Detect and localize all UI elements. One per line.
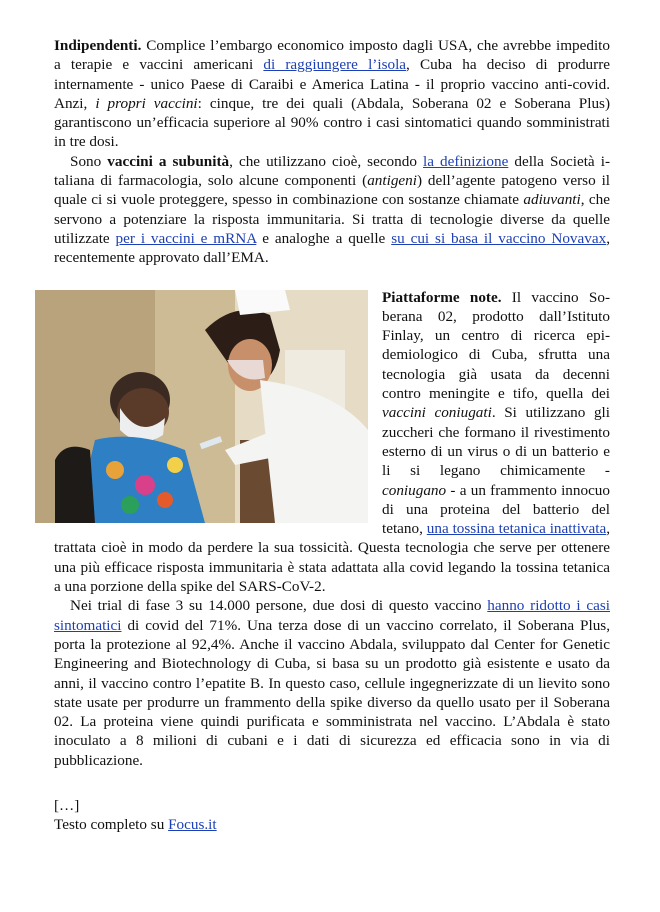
paragraph-trials <box>54 596 610 770</box>
ellipsis: […] <box>54 796 80 814</box>
emphasis: coniugano <box>382 481 447 499</box>
text: di covid del 71%. Una terza dose di un vaccino correlato, il Soberana Plus, porta la protezione al 92,4%. Anche il vaccino Abdala, sviluppato dal Center for Genetic Engineering and Biotechnology di Cuba, si basa su un prodotto già esistente e usato da anni, il vaccino contro l’epatite B. In questo caso, cellule ingegnerizzate di un lievito sono state usate per produrre un frammento della spike diverso da quello usato per il Soberana 02. La proteina viene quindi purificata e somministrata nel vaccino. L’Abdala è stato inoculato a 8 milioni di cubani e i dati di sicurezza ed efficacia sono in via di pubblicazione. <box>54 616 610 769</box>
text: Il vaccino Soberana 02, prodotto dall’Istituto Finlay, un centro di ricerca epidemiologico di Cuba, sfrutta una tecnologia già usata da decenni contro meningite e tifo, quella dei <box>382 288 610 403</box>
link-definizione[interactable]: la definizione <box>423 152 509 170</box>
text: della Società italiana di farmacologia, solo alcune componenti ( <box>54 152 610 190</box>
link-raggiungere-isola[interactable]: di raggiungere l’isola <box>263 56 407 74</box>
text: - a un frammento innocuo di una proteina del batterio del tetano, <box>382 481 610 538</box>
text: e analoghe a quelle <box>256 229 392 247</box>
text: Nei trial di fase 3 su 14.000 persone, due dosi di questo vaccino <box>70 597 488 615</box>
link-vaccini-mrna[interactable]: per i vaccini e mRNA <box>115 229 257 247</box>
spacer <box>54 268 610 288</box>
link-novavax[interactable]: su cui si basa il vaccino Novavax <box>391 229 607 247</box>
text: , che servono a potenziare la risposta immunitaria. Si tratta di tecnologie diverse da quelle utilizzate <box>54 191 610 247</box>
article-body <box>54 36 610 835</box>
text: Sono <box>70 152 108 170</box>
text: , che utilizzano cioè, secondo <box>229 152 423 170</box>
text: , recentemente approvato dall’EMA. <box>54 229 610 267</box>
text: ) dell’agente patogeno verso il quale ci si vuole proteggere, spesso in combinazione con sostanze chiamate <box>54 172 611 209</box>
text: Complice l’embargo economico imposto dagli USA, che avrebbe impedito a terapie e vaccini americani <box>54 37 610 74</box>
paragraph-independent <box>54 36 610 152</box>
link-casi-sintomatici[interactable]: hanno ridotto i casi sintomatici <box>54 597 610 634</box>
emphasis: vaccini coniugati <box>382 404 492 422</box>
emphasis: adiuvanti <box>523 191 581 209</box>
footer <box>54 796 610 835</box>
text: : cinque, tre dei quali (Abdala, Soberana 02 e Soberana Plus) garantiscono un’efficacia superiore al 90% contro i casi sintomatici quando somministrati in tre dosi. <box>54 94 611 151</box>
text: , Cuba ha deciso di produrre internamente - unico Paese di Caraibi e America Latina - il proprio vaccino anti-covid. Anzi, <box>54 56 611 112</box>
paragraph-subunit <box>54 152 610 268</box>
link-focus[interactable]: Focus.it <box>168 816 217 834</box>
emphasis: antigeni <box>367 172 417 190</box>
source-text: Testo completo su <box>54 816 169 834</box>
lead-platforms: Piattaforme note. <box>382 288 502 306</box>
bold-subunit: vaccini a subunità <box>107 152 230 170</box>
text: . Si utilizzano gli zuccheri che formano il rivestimento esterno di un virus o di un batterio e li si legano chimicamente - <box>382 404 610 480</box>
vaccination-photo <box>35 290 368 523</box>
text: , trattata cioè in modo da perdere la sua tossicità. Questa tecnologia che serve per ottenere una più efficace risposta immunitaria è stata adattata alla covid legando la tossina tetanica a una porzione della spike del SARS-CoV-2. <box>54 520 611 596</box>
source-line <box>54 815 610 834</box>
lead-independent: Indipendenti. <box>54 37 142 54</box>
emphasis: i propri vaccini <box>95 94 198 112</box>
photo-illustration <box>35 290 368 523</box>
link-tossina-tetanica[interactable]: una tossina tetanica inattivata <box>426 520 607 538</box>
